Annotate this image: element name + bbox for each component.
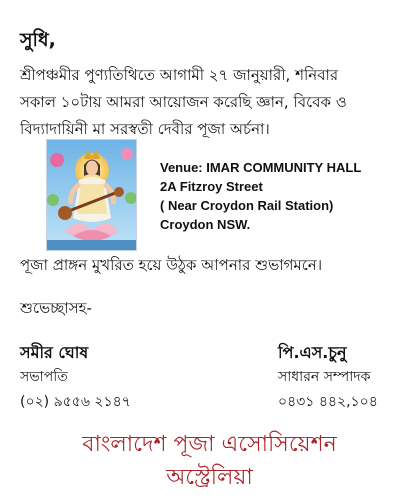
- signatory-phone: (০২) ৯৫৫৬ ২১৪৭: [20, 394, 131, 410]
- organization-line: অস্ট্রেলিয়া: [166, 465, 253, 490]
- signatory-title: সাধারন সম্পাদক: [278, 369, 371, 385]
- venue-line: Croydon NSW.: [160, 217, 251, 232]
- signatory-title: সভাপতি: [20, 369, 68, 385]
- invitation-paragraph: [20, 62, 405, 143]
- venue-line: Venue: IMAR COMMUNITY HALL: [160, 160, 362, 175]
- signatory-phone: ০৪৩১ ৪৪২,১০৪: [278, 394, 378, 410]
- venue-line: ( Near Croydon Rail Station): [160, 198, 334, 213]
- venue-block: [160, 158, 361, 234]
- signatory-right: [278, 340, 378, 415]
- signatory-name: পি.এস.চুনু: [278, 343, 347, 362]
- signatory-left: [20, 340, 131, 415]
- venue-line: 2A Fitzroy Street: [160, 179, 263, 194]
- blessing-text: পূজা প্রাঙ্গন মুখরিত হয়ে উঠুক আপনার শুভাগমনে।: [20, 256, 323, 274]
- organization-line: বাংলাদেশ পূজা এসোসিয়েশন: [82, 432, 337, 457]
- signatory-name: সমীর ঘোষ: [20, 343, 89, 362]
- regards-text: শুভেচ্ছাসহ-: [20, 299, 92, 317]
- invitation-line: সকাল ১০টায় আমরা আয়োজন করেছি জ্ঞান, বিবেক ও: [20, 93, 347, 111]
- invitation-line: শ্রীপঞ্চমীর পুণ্যতিথিতে আগামী ২৭ জানুয়ারী, শনিবার: [20, 66, 339, 84]
- invitation-line: বিদ্যাদায়িনী মা সরস্বতী দেবীর পূজা অর্চনা।: [20, 120, 270, 138]
- greeting-text: সুধি,: [20, 29, 56, 51]
- organization-name: [0, 428, 419, 494]
- saraswati-deity-image: [46, 139, 137, 251]
